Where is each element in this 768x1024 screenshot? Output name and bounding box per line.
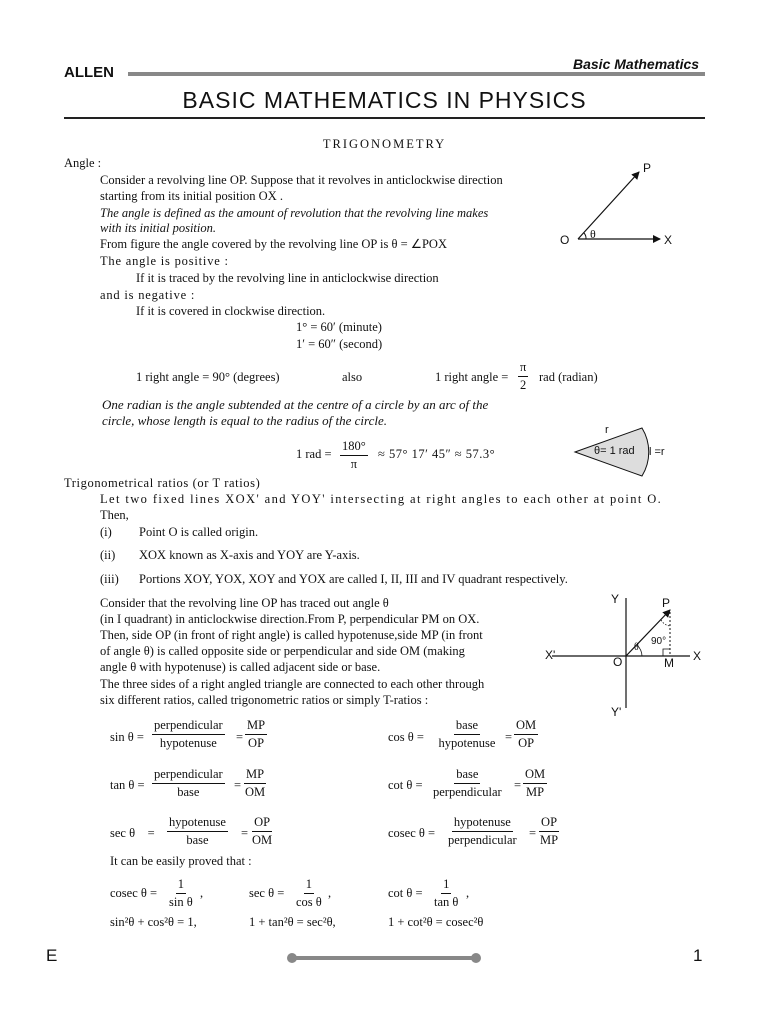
origin-label: O	[613, 655, 623, 669]
fraction-denominator: sin θ	[169, 895, 193, 909]
fraction-numerator: 1	[176, 877, 186, 894]
cot-lhs: cot θ =	[388, 778, 423, 792]
point-p-label: P	[643, 161, 652, 175]
right-angle-degrees: 1 right angle = 90° (degrees)	[136, 370, 280, 384]
ratios-heading: Trigonometrical ratios (or T ratios)	[64, 476, 261, 490]
sec-recip-lhs: sec θ =	[249, 886, 285, 900]
comma: ,	[200, 886, 204, 900]
y-prime-axis-label: Y'	[611, 705, 622, 719]
cot-recip-lhs: cot θ =	[388, 886, 423, 900]
comma: ,	[328, 886, 332, 900]
list-item-number: (i)	[100, 525, 112, 539]
ratios-paragraph-line: The three sides of a right angled triangle are connected to each other through	[100, 677, 485, 691]
equals-sign: =	[241, 826, 249, 840]
fraction-numerator: OM	[514, 718, 538, 735]
fraction-denominator: hypotenuse	[438, 736, 496, 750]
cos-lhs: cos θ =	[388, 730, 424, 744]
negative-angle-label: and is negative :	[100, 288, 196, 302]
radius-label: r	[605, 424, 609, 436]
rad-fraction	[340, 439, 368, 472]
title-rule	[64, 117, 705, 119]
angle-definition-line: The angle is defined as the amount of revolution that the revolving line makes	[100, 206, 489, 220]
x-prime-axis-label: X'	[545, 648, 556, 662]
fraction-denominator: OM	[252, 833, 273, 847]
radian-definition-line: circle, whose length is equal to the radius of the circle.	[102, 413, 387, 428]
sec-lhs: sec θ =	[110, 826, 155, 840]
footer-edition-letter: E	[46, 946, 58, 965]
positive-angle-desc: If it is traced by the revolving line in anticlockwise direction	[136, 271, 439, 285]
right-angle-label: 90°	[651, 636, 667, 647]
radian-definition-line: One radian is the angle subtended at the centre of a circle by an arc of the	[102, 397, 489, 412]
fraction-denominator: π	[350, 457, 358, 471]
footer-bar	[292, 956, 478, 960]
theta-label: θ	[634, 642, 639, 653]
ratios-paragraph-line: Consider that the revolving line OP has traced out angle θ	[100, 596, 389, 610]
cosec-recip-lhs: cosec θ =	[110, 886, 158, 900]
angle-heading: Angle :	[64, 156, 102, 170]
point-x-label: X	[664, 233, 673, 247]
radian-unit: rad (radian)	[539, 370, 598, 384]
pi-over-two	[518, 360, 528, 393]
equals-sign: =	[529, 826, 537, 840]
also-text: also	[342, 370, 363, 384]
negative-angle-desc: If it is covered in clockwise direction.	[136, 304, 326, 318]
tan-word-fraction	[152, 767, 225, 800]
y-axis-label: Y	[611, 592, 620, 606]
list-item-text: Point O is called origin.	[139, 525, 259, 539]
fraction-denominator: MP	[526, 785, 545, 799]
fraction-numerator: perpendicular	[152, 767, 225, 784]
fraction-numerator: MP	[244, 767, 266, 784]
fraction-numerator: MP	[245, 718, 267, 735]
proved-text: It can be easily proved that :	[110, 854, 252, 868]
angle-paragraph-line: From figure the angle covered by the revolving line OP is θ = ∠POX	[100, 237, 447, 251]
cosec-lhs: cosec θ =	[388, 826, 436, 840]
fraction-numerator: hypotenuse	[167, 815, 228, 832]
fraction-denominator: 2	[520, 378, 527, 392]
fraction-denominator: hypotenuse	[159, 736, 217, 750]
sin-letter-fraction	[245, 718, 267, 751]
theta-label: θ	[590, 227, 596, 241]
cos-letter-fraction	[514, 718, 538, 751]
arc-length-label: l =r	[649, 446, 665, 458]
fraction-numerator: 1	[304, 877, 314, 894]
positive-angle-label: The angle is positive :	[100, 254, 229, 268]
fraction-numerator: hypotenuse	[452, 815, 513, 832]
equals-sign: =	[514, 778, 522, 792]
brand-name: ALLEN	[64, 64, 114, 81]
equals-sign: =	[505, 730, 513, 744]
cot-letter-fraction	[523, 767, 547, 800]
ratios-intro-line: Let two fixed lines XOX' and YOY' intersecting at right angles to each other at point O.	[100, 492, 663, 506]
footer-bar-end	[471, 953, 481, 963]
fraction-denominator: OP	[518, 736, 535, 750]
rad-approx: ≈ 57° 17′ 45″ ≈ 57.3°	[378, 447, 496, 461]
fraction-numerator: base	[454, 718, 480, 735]
footer-bar-end	[287, 953, 297, 963]
list-item-text: Portions XOY, YOX, XOY and YOX are called I, II, III and IV quadrant respectively.	[139, 572, 568, 586]
point-o-label: O	[560, 233, 570, 247]
equals-sign: =	[236, 730, 244, 744]
fraction-numerator: base	[454, 767, 480, 784]
ratios-intro-line: Then,	[100, 508, 129, 522]
cot-recip-fraction	[432, 877, 460, 910]
fraction-numerator: OM	[523, 767, 547, 784]
fraction-numerator: perpendicular	[152, 718, 225, 735]
fraction-numerator: OP	[252, 815, 272, 832]
fraction-denominator: OM	[245, 785, 266, 799]
ratios-paragraph-line: (in I quadrant) in anticlockwise direction.From P, perpendicular PM on OX.	[100, 612, 480, 626]
sin-word-fraction	[152, 718, 225, 751]
fraction-numerator: OP	[539, 815, 559, 832]
fraction-denominator: MP	[540, 833, 559, 847]
fraction-numerator: 1	[441, 877, 451, 894]
fraction-numerator: 180°	[340, 439, 368, 456]
point-p-label: P	[662, 596, 671, 610]
page-number: 1	[693, 946, 703, 965]
list-item-number: (ii)	[100, 548, 116, 562]
identity-sin-cos: sin²θ + cos²θ = 1,	[110, 915, 197, 929]
sector-angle-label: θ= 1 rad	[594, 445, 635, 457]
angle-paragraph-line: Consider a revolving line OP. Suppose that it revolves in anticlockwise direction	[100, 173, 503, 187]
identity-cot-cosec: 1 + cot²θ = cosec²θ	[388, 915, 484, 929]
cosec-letter-fraction	[538, 815, 560, 848]
equals-sign: =	[234, 778, 242, 792]
identity-tan-sec: 1 + tan²θ = sec²θ,	[249, 915, 336, 929]
sin-lhs: sin θ =	[110, 730, 144, 744]
minute-second: 1′ = 60″ (second)	[296, 337, 383, 351]
x-axis-label: X	[693, 649, 702, 663]
fraction-numerator: π	[518, 360, 528, 377]
angle-definition-line: with its initial position.	[100, 221, 216, 235]
rad-lhs: 1 rad =	[296, 447, 332, 461]
fraction-denominator: tan θ	[434, 895, 459, 909]
fraction-denominator: base	[177, 785, 200, 799]
comma: ,	[466, 886, 470, 900]
tan-letter-fraction	[243, 767, 267, 800]
sec-letter-fraction	[250, 815, 274, 848]
ratios-paragraph-line: Then, side OP (in front of right angle) is called hypotenuse,side MP (in front	[100, 628, 483, 642]
right-angle-radian-lhs: 1 right angle =	[435, 370, 509, 384]
axes-triangle-figure	[540, 590, 710, 720]
angle-paragraph-line: starting from its initial position OX .	[100, 189, 283, 203]
tan-lhs: tan θ =	[110, 778, 145, 792]
cosec-recip-fraction	[167, 877, 195, 910]
fraction-denominator: OP	[248, 736, 265, 750]
ratios-paragraph-line: angle θ with hypotenuse) is called adjacent side or base.	[100, 660, 381, 674]
sec-recip-fraction	[294, 877, 324, 910]
cosec-word-fraction	[446, 815, 519, 848]
fraction-denominator: perpendicular	[448, 833, 517, 847]
degree-minute: 1° = 60′ (minute)	[296, 320, 382, 334]
fraction-denominator: cos θ	[296, 895, 322, 909]
fraction-denominator: perpendicular	[433, 785, 502, 799]
cot-word-fraction	[431, 767, 504, 800]
list-item-text: XOX known as X-axis and YOY are Y-axis.	[139, 548, 360, 562]
sec-word-fraction	[167, 815, 228, 848]
point-m-label: M	[664, 656, 674, 670]
cos-word-fraction	[431, 718, 503, 751]
page-title: BASIC MATHEMATICS IN PHYSICS	[182, 87, 587, 113]
fraction-denominator: base	[186, 833, 209, 847]
section-name: Basic Mathematics	[573, 56, 700, 72]
list-item-number: (iii)	[100, 572, 119, 586]
ratios-paragraph-line: six different ratios, called trigonometric ratios or simply T-ratios :	[100, 693, 429, 707]
section-subtitle: TRIGONOMETRY	[322, 137, 447, 151]
ratios-paragraph-line: of angle θ) is called opposite side or perpendicular and side OM (making	[100, 644, 465, 658]
